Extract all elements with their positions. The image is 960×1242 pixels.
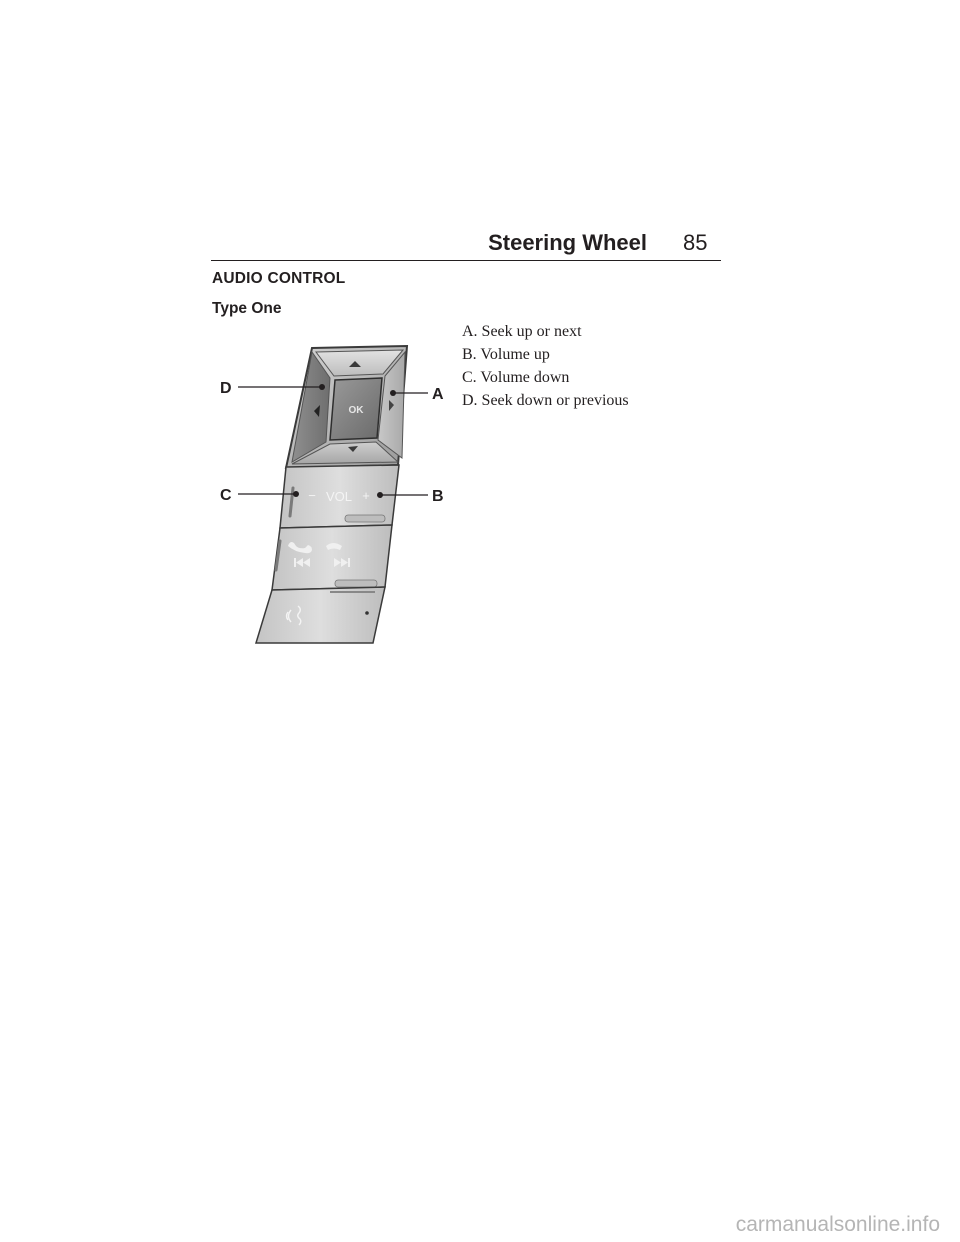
- phone-slot: [335, 580, 377, 587]
- footer-watermark: carmanualsonline.info: [735, 1213, 940, 1236]
- callout-label-d: D: [220, 380, 232, 397]
- legend-item-d: D. Seek down or previous: [462, 392, 629, 409]
- legend-item-c: C. Volume down: [462, 369, 570, 386]
- ok-label: OK: [348, 405, 364, 416]
- chapter-title: Steering Wheel: [488, 230, 647, 255]
- legend-item-b: B. Volume up: [462, 346, 550, 363]
- vol-label: VOL: [325, 489, 353, 504]
- callout-label-a: A: [432, 386, 444, 403]
- section-heading: AUDIO CONTROL: [212, 270, 346, 287]
- callout-label-b: B: [432, 488, 444, 505]
- vol-plus-label: +: [362, 488, 370, 503]
- voice-button: [256, 587, 385, 643]
- voice-indicator-dot: [365, 611, 369, 615]
- phone-strip: [272, 525, 392, 590]
- legend-item-a: A. Seek up or next: [462, 323, 582, 340]
- callout-legend: [462, 322, 629, 414]
- vol-minus-label: −: [308, 488, 316, 503]
- page-number: 85: [683, 230, 708, 255]
- control-pad: [286, 346, 407, 468]
- steering-wheel-controls-illustration: [200, 330, 460, 660]
- vol-slot: [345, 515, 385, 522]
- sub-heading: Type One: [212, 300, 282, 317]
- callout-label-c: C: [220, 487, 232, 504]
- header-rule: [211, 260, 721, 261]
- voice-strip: [256, 587, 385, 643]
